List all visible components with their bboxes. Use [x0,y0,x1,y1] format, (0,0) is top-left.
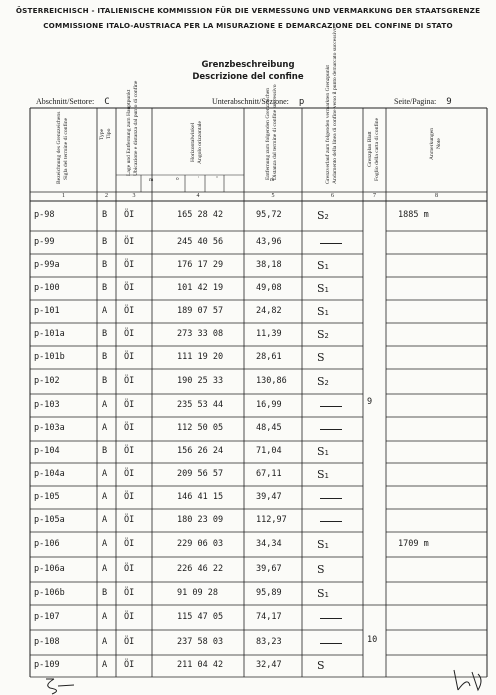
course-symbol-index: 1 [324,449,329,457]
distance-to-next: 24,82 [256,305,282,316]
course-symbol-glyph: S [317,209,325,222]
marker-type: B [102,328,108,339]
document-title-de: Grenzbeschreibung [201,60,295,70]
boundary-course-symbol [317,564,325,575]
marker-type: B [102,259,108,270]
horizontal-angle: 237 58 03 [177,636,224,647]
location-code: ÖI [124,423,135,433]
horizontal-angle: 146 41 15 [177,491,224,502]
course-symbol-index: 1 [324,285,329,294]
column-number: 8 [435,193,438,199]
boundary-marker-id: p-101 [34,305,60,316]
horizontal-angle: 190 25 33 [177,375,224,386]
location-code: ÖI [124,538,135,549]
distance-to-next: 32,47 [256,660,282,670]
column-header: Entfernung zum folgenden Grenzzeichen Distanza dal termine di confine successivo [265,84,278,180]
course-symbol-index: 2 [324,378,329,387]
boundary-marker-id: p-103a [34,423,65,433]
course-symbol-glyph: S [317,350,325,364]
boundary-marker-id: p-101a [34,328,65,339]
horizontal-angle: 156 26 24 [177,446,224,456]
location-code: ÖI [124,563,135,574]
boundary-course-symbol [317,329,329,342]
horizontal-angle: 111 19 20 [177,351,224,362]
column-number: 1 [62,193,65,199]
unit-min: ' [198,176,199,182]
boundary-course-symbol [317,260,329,273]
distance-to-next: 83,23 [256,636,282,647]
distance-to-next: 39,47 [256,491,282,502]
course-symbol-glyph: S [317,586,325,600]
marker-type: A [102,538,108,549]
boundary-marker-id: p-109 [34,660,60,670]
location-code: ÖI [124,259,135,270]
boundary-course-line [320,521,342,522]
horizontal-angle: 209 56 57 [177,468,224,479]
horizontal-angle: 229 06 03 [177,538,224,549]
location-code: ÖI [124,611,135,622]
boundary-marker-id: p-101b [34,351,65,362]
course-symbol-index: 2 [324,213,329,221]
unit-m-col3: m [149,177,154,183]
unit-m-col5: m [270,177,275,183]
distance-to-next: 130,86 [256,375,287,386]
subsection-label: Unterabschnitt/Sezione: [212,97,289,106]
horizontal-angle: 211 04 42 [177,660,224,670]
course-symbol-glyph: S [317,537,325,551]
boundary-course-line [320,618,342,619]
marker-type: A [102,305,108,316]
boundary-course-symbol [317,210,329,223]
boundary-marker-id: p-108 [34,636,60,647]
distance-to-next: 71,04 [256,446,282,456]
course-symbol-glyph: S [317,659,325,672]
column-header: Type Tipo [98,128,112,140]
unit-sec: '' [216,176,218,182]
column-header: Anmerkungen Note [428,128,442,161]
column-number: 4 [196,193,200,199]
marker-type: B [102,236,108,247]
distance-to-next: 16,99 [256,399,282,410]
course-symbol-glyph: S [317,562,325,576]
distance-to-next: 39,67 [256,563,282,574]
boundary-marker-id: p-106b [34,587,65,598]
location-code: ÖI [124,328,135,339]
boundary-course-line [320,406,342,407]
boundary-course-symbol [317,469,329,482]
location-code: ÖI [124,636,135,647]
marker-type: A [102,468,108,479]
distance-to-next: 112,97 [256,514,287,525]
marker-type: B [102,446,108,456]
horizontal-angle: 91 09 28 [177,587,218,598]
horizontal-angle: 245 40 56 [177,236,224,247]
horizontal-angle: 189 07 57 [177,305,224,316]
boundary-marker-id: p-99 [34,236,55,247]
commission-title-de: ÖSTERREICHISCH - ITALIENISCHE KOMMISSION FÜR DIE VERMESSUNG UND VERMARKUNG DER STAATSGRENZE [15,6,481,15]
location-code: ÖI [124,399,135,410]
horizontal-angle: 176 17 29 [177,259,224,270]
column-header: Bezeichnung des Grenzzeichens Sigla del termine di confine [55,111,69,184]
distance-to-next: 38,18 [256,259,282,270]
column-header: Grenzplan Blatt Foglio della carta di confine [366,117,380,181]
page-label: Seite/Pagina: [394,97,437,106]
distance-to-next: 95,72 [256,210,282,220]
horizontal-angle: 112 50 05 [177,423,224,433]
column-header: Grenzverlauf zum folgenden vermarkten Grenzpunkt Andamento della linea di confine verso il punto demarcato successivo [324,27,338,184]
section-label: Abschnitt/Settore: [36,97,95,106]
location-code: ÖI [124,491,135,502]
altitude-note: 1709 m [398,538,429,549]
distance-to-next: 11,39 [256,328,282,339]
marker-type: A [102,491,108,502]
distance-to-next: 43,96 [256,236,282,247]
boundary-marker-id: p-99a [34,259,60,270]
course-symbol-glyph: S [317,374,325,388]
boundary-marker-id: p-105a [34,514,65,525]
boundary-marker-id: p-98 [34,210,55,220]
course-symbol-glyph: S [317,445,325,458]
marker-type: A [102,611,108,622]
boundary-course-line [320,429,342,430]
distance-to-next: 48,45 [256,423,282,433]
distance-to-next: 74,17 [256,611,282,622]
location-code: ÖI [124,305,135,316]
column-header: Lage und Entfernung zum Hauptpunkt Ubicazione e distanza dal punto di confine [126,80,139,176]
boundary-course-symbol [317,306,329,319]
course-symbol-glyph: S [317,327,325,341]
distance-to-next: 67,11 [256,468,282,479]
marker-type: A [102,660,108,670]
boundary-course-symbol [317,588,329,601]
location-code: ÖI [124,514,135,525]
boundary-course-line [320,643,342,644]
horizontal-angle: 273 33 08 [177,328,224,339]
marker-type: B [102,210,108,220]
course-symbol-index: 1 [324,471,329,480]
column-number: 3 [132,193,136,199]
marker-type: A [102,563,108,574]
distance-to-next: 95,89 [256,587,282,598]
handwritten-initial-right [448,666,488,694]
course-symbol-glyph: S [317,281,325,295]
boundary-course-symbol [317,660,325,671]
column-number: 6 [331,193,334,199]
horizontal-angle: 115 47 05 [177,611,224,622]
boundary-marker-id: p-107 [34,611,60,622]
location-code: ÖI [124,587,135,598]
marker-type: B [102,587,108,598]
location-code: ÖI [124,468,135,479]
marker-type: B [102,282,108,293]
distance-to-next: 34,34 [256,538,282,549]
location-code: ÖI [124,210,135,220]
location-code: ÖI [124,660,135,670]
column-header: Horizontalwinkel Angolo orizzontale [190,120,203,164]
marker-type: A [102,636,108,647]
boundary-marker-id: p-103 [34,399,60,410]
location-code: ÖI [124,375,135,386]
boundary-marker-id: p-106 [34,538,60,549]
marker-type: A [102,399,108,410]
commission-title-it: COMMISSIONE ITALO-AUSTRIACA PER LA MISURAZIONE E DEMARCAZIONE DEL CONFINE DI STATO [43,21,453,30]
horizontal-angle: 101 42 19 [177,282,224,293]
document-title-it: Descrizione del confine [192,72,304,82]
boundary-marker-id: p-102 [34,375,60,386]
course-symbol-index: 1 [324,308,329,317]
marker-type: B [102,351,108,362]
course-symbol-glyph: S [317,467,325,481]
handwritten-initial-left [40,676,80,695]
horizontal-angle: 165 28 42 [177,210,224,220]
location-code: ÖI [124,446,135,456]
boundary-course-symbol [317,283,329,296]
boundary-marker-id: p-106a [34,563,65,574]
boundary-course-symbol [317,539,329,552]
map-sheet-number: 10 [367,635,378,645]
column-number: 2 [105,193,108,199]
course-symbol-glyph: S [317,304,325,318]
distance-to-next: 49,08 [256,282,282,293]
boundary-course-symbol [317,352,325,363]
unit-deg: o [176,176,179,182]
horizontal-angle: 180 23 09 [177,514,224,525]
course-symbol-glyph: S [317,258,325,272]
course-symbol-index: 1 [324,262,329,271]
subsection-value: p [298,97,305,107]
altitude-note: 1885 m [398,210,429,220]
marker-type: A [102,514,108,525]
horizontal-angle: 226 46 22 [177,563,224,574]
boundary-course-symbol [317,376,329,389]
column-number: 5 [271,193,275,199]
boundary-marker-id: p-100 [34,282,60,293]
page-value: 9 [446,97,452,107]
boundary-marker-id: p-104 [34,446,60,456]
boundary-course-line [320,498,342,499]
location-code: ÖI [124,236,135,247]
section-value: C [104,97,110,107]
horizontal-angle: 235 53 44 [177,399,224,410]
boundary-marker-id: p-105 [34,491,60,502]
boundary-marker-id: p-104a [34,468,65,479]
boundary-course-symbol [317,446,329,459]
course-symbol-index: 1 [324,590,329,599]
marker-type: B [102,375,108,386]
location-code: ÖI [124,282,135,293]
course-symbol-index: 2 [324,331,329,340]
marker-type: A [102,423,108,433]
column-number: 7 [373,193,376,199]
map-sheet-number: 9 [367,397,373,407]
boundary-course-line [320,243,342,244]
course-symbol-index: 1 [324,541,329,550]
distance-to-next: 28,61 [256,351,282,362]
location-code: ÖI [124,351,135,362]
